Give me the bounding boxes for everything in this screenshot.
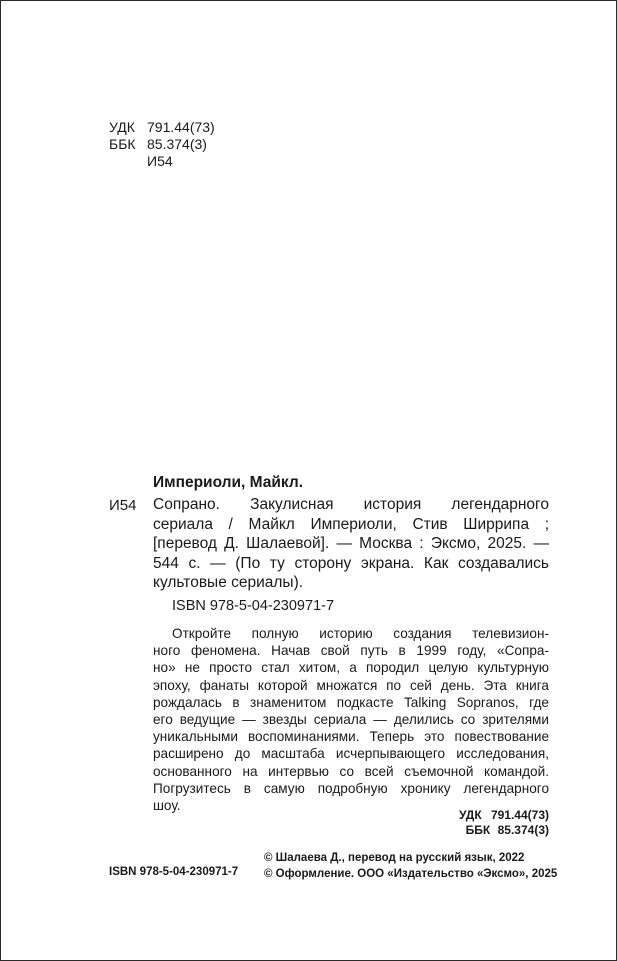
top-udk-row bbox=[109, 119, 215, 136]
annotation-line: его ведущие — звезды сериала — делились со зрителями bbox=[153, 712, 549, 728]
imprint-copyrights bbox=[264, 850, 557, 882]
annotation-line: уникальными воспоминаниями. Теперь это повествование bbox=[153, 729, 549, 745]
biblio-line: сериала / Майкл Империоли, Стив Ширрипа ; bbox=[153, 515, 549, 533]
top-udk-value: 791.44(73) bbox=[147, 119, 215, 135]
bottom-bbk-label: ББК bbox=[465, 823, 491, 837]
top-bbk-value: 85.374(3) bbox=[147, 136, 207, 152]
top-classification bbox=[109, 119, 215, 170]
bottom-bbk-value: 85.374(3) bbox=[497, 823, 549, 837]
top-bbk-label: ББК bbox=[109, 136, 136, 152]
biblio-line: Сопрано. Закулисная история легендарного bbox=[153, 496, 549, 513]
copyright-design: © Оформление. ООО «Издательство «Эксмо», 2025 bbox=[264, 868, 558, 880]
bottom-udk-value: 791.44(73) bbox=[490, 808, 549, 822]
biblio-line: [перевод Д. Шалаевой]. — Москва : Эксмо, 2025. — bbox=[153, 535, 549, 552]
bottom-bbk-row bbox=[459, 823, 549, 838]
top-bbk-row bbox=[109, 136, 215, 153]
annotation-line: шоу. bbox=[153, 798, 181, 814]
annotation-line: но» не просто стал хитом, а породил целую культурную bbox=[153, 660, 549, 676]
copyright-translation: © Шалаева Д., перевод на русский язык, 2022 bbox=[264, 852, 525, 864]
annotation-line: основанного на интервью со всей съемочной командой. bbox=[153, 763, 549, 779]
bottom-udk-row bbox=[459, 808, 549, 823]
biblio-line: культовые сериалы). bbox=[153, 574, 304, 591]
annotation-line: Откройте полную историю создания телевизион- bbox=[172, 626, 549, 641]
top-author-sign-row bbox=[109, 153, 215, 170]
top-author-sign: И54 bbox=[147, 153, 173, 169]
bottom-classification bbox=[459, 808, 549, 838]
biblio-line: 544 с. — (По ту сторону экрана. Как создавались bbox=[153, 554, 549, 572]
top-udk-label: УДК bbox=[109, 119, 135, 135]
annotation-line: расширено до масштаба исчерпывающего исследования, bbox=[153, 746, 549, 762]
bottom-udk-label: УДК bbox=[458, 808, 482, 822]
annotation bbox=[153, 625, 549, 814]
annotation-line: эпоху, фанаты которой множатся по сей день. Эта книга bbox=[153, 677, 549, 693]
record-author: Империоли, Майкл. bbox=[153, 474, 304, 491]
annotation-line: Погрузитесь в самую подробную хронику легендарного bbox=[153, 780, 549, 796]
record-isbn: ISBN 978-5-04-230971-7 bbox=[172, 598, 335, 614]
annotation-line: рождалась в знаменитом подкасте Talking Sopranos, где bbox=[153, 694, 549, 710]
imprint-isbn: ISBN 978-5-04-230971-7 bbox=[109, 866, 239, 878]
annotation-line: ного феномена. Начав свой путь в 1999 году, «Сопра- bbox=[153, 643, 549, 659]
record-code: И54 bbox=[109, 497, 137, 514]
bibliographic-description bbox=[153, 495, 549, 593]
